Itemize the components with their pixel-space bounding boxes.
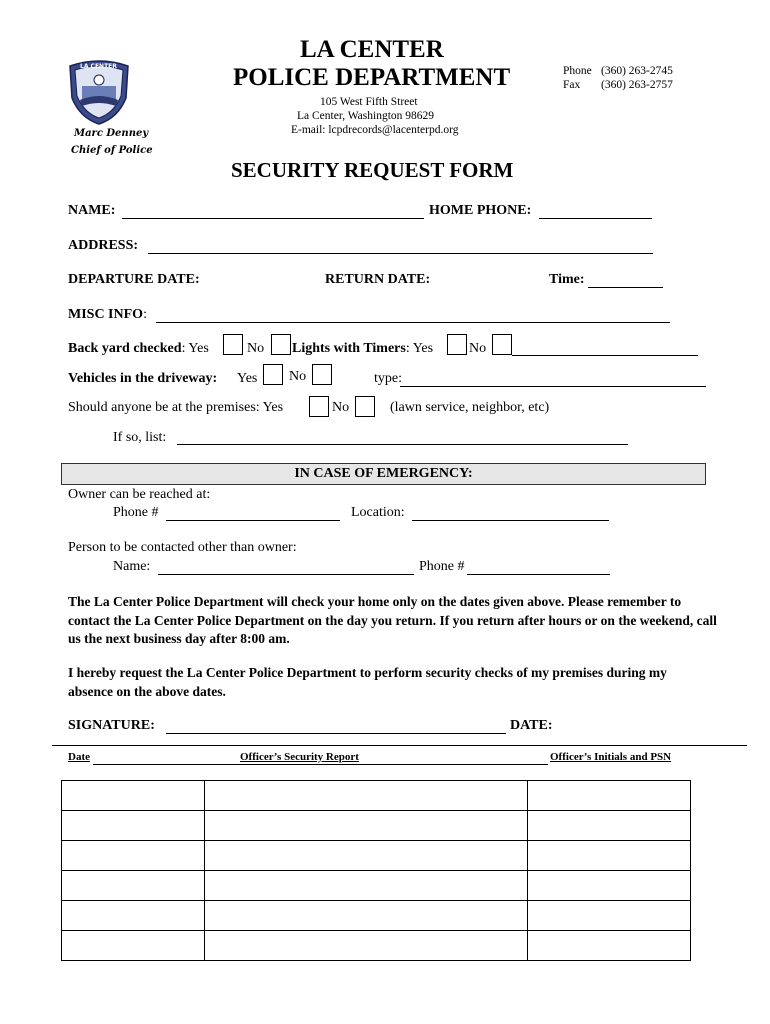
lights-yes-label: : Yes (405, 341, 434, 356)
vehicles-no-label: No (289, 369, 307, 384)
vehicles-yes-checkbox[interactable] (263, 364, 283, 385)
emergency-heading: IN CASE OF EMERGENCY: (61, 463, 706, 485)
report-col-initials: Officer’s Initials and PSN (550, 751, 672, 763)
report-header-underline (93, 764, 548, 765)
table-row (62, 871, 691, 901)
report-initials-cell[interactable] (528, 811, 691, 841)
org-name-line2: POLICE DEPARTMENT (233, 64, 511, 91)
department-seal (66, 56, 132, 126)
contact-name-field[interactable] (158, 574, 414, 575)
premises-note: (lawn service, neighbor, etc) (390, 400, 550, 415)
report-date-cell[interactable] (62, 931, 205, 961)
signature-date-label: DATE: (510, 718, 553, 733)
backyard-no-label: No (247, 341, 265, 356)
vehicles-no-checkbox[interactable] (312, 364, 332, 385)
lights-row (292, 341, 433, 357)
security-report-table (61, 780, 691, 961)
home-phone-field[interactable] (539, 218, 652, 219)
report-date-cell[interactable] (62, 781, 205, 811)
report-col-date: Date (68, 751, 90, 763)
misc-info-field[interactable] (156, 322, 670, 323)
if-so-label: If so, list: (113, 430, 167, 445)
notice-paragraph-2: I hereby request the La Center Police Department to perform security checks of my premises during my absence on the above dates. (68, 665, 667, 699)
time-field[interactable] (588, 287, 663, 288)
phone-label: Phone (563, 65, 592, 77)
if-so-field[interactable] (177, 444, 628, 445)
lights-no-label: No (469, 341, 487, 356)
lights-detail-field[interactable] (512, 355, 698, 356)
signature-field[interactable] (166, 733, 506, 734)
report-text-cell[interactable] (205, 931, 528, 961)
premises-yes-checkbox[interactable] (309, 396, 329, 417)
report-text-cell[interactable] (205, 811, 528, 841)
time-label: Time: (549, 272, 585, 287)
name-label: NAME: (68, 203, 116, 218)
backyard-row (68, 341, 209, 357)
table-row (62, 901, 691, 931)
section-divider (52, 745, 747, 746)
table-row (62, 841, 691, 871)
contact-name-label: Name: (113, 559, 151, 574)
other-contact-label: Person to be contacted other than owner: (68, 540, 297, 555)
email-line: E-mail: lcpdrecords@lacenterpd.org (291, 124, 459, 136)
report-text-cell[interactable] (205, 871, 528, 901)
backyard-yes-checkbox[interactable] (223, 334, 243, 355)
vehicles-label: Vehicles in the driveway: (68, 371, 218, 386)
backyard-yes-label: : Yes (181, 341, 209, 356)
report-date-cell[interactable] (62, 871, 205, 901)
lights-label: Lights with Timers (292, 341, 406, 356)
misc-info-text: MISC INFO (68, 307, 144, 322)
lights-no-checkbox[interactable] (492, 334, 512, 355)
chief-name: Marc Denney (74, 128, 149, 139)
report-date-cell[interactable] (62, 811, 205, 841)
table-row (62, 931, 691, 961)
fax-label: Fax (563, 79, 581, 91)
report-initials-cell[interactable] (528, 841, 691, 871)
owner-phone-field[interactable] (166, 520, 340, 521)
backyard-no-checkbox[interactable] (271, 334, 291, 355)
departure-date-label: DEPARTURE DATE: (68, 272, 200, 287)
report-initials-cell[interactable] (528, 781, 691, 811)
table-row (62, 811, 691, 841)
seal-text: LA CENTER (80, 63, 117, 70)
name-field[interactable] (122, 218, 424, 219)
contact-phone-field[interactable] (467, 574, 610, 575)
owner-reached-label: Owner can be reached at: (68, 487, 211, 502)
signature-label: SIGNATURE: (68, 718, 155, 733)
premises-label: Should anyone be at the premises: Yes (68, 400, 284, 415)
report-initials-cell[interactable] (528, 901, 691, 931)
report-text-cell[interactable] (205, 781, 528, 811)
report-initials-cell[interactable] (528, 931, 691, 961)
org-name-line1: LA CENTER (300, 36, 444, 63)
report-date-cell[interactable] (62, 901, 205, 931)
owner-location-field[interactable] (412, 520, 609, 521)
fax-value: (360) 263-2757 (601, 79, 673, 91)
vehicles-yes-label: Yes (237, 371, 258, 386)
report-initials-cell[interactable] (528, 871, 691, 901)
report-col-security-report: Officer’s Security Report (240, 751, 359, 763)
report-date-cell[interactable] (62, 841, 205, 871)
misc-info-label (68, 307, 147, 323)
vehicle-type-field[interactable] (400, 386, 706, 387)
report-text-cell[interactable] (205, 901, 528, 931)
form-title: SECURITY REQUEST FORM (231, 158, 514, 182)
chief-title: Chief of Police (71, 145, 153, 156)
return-date-label: RETURN DATE: (325, 272, 431, 287)
owner-location-label: Location: (351, 505, 405, 520)
phone-value: (360) 263-2745 (601, 65, 673, 77)
home-phone-label: HOME PHONE: (429, 203, 532, 218)
notice-paragraph-1: The La Center Police Department will check your home only on the dates given above. Please remember to contact the La Center Police Department on the day you return. If you return after hours or on the weekend, call us the next business day after 8:00 am. (68, 594, 717, 646)
backyard-label: Back yard checked (68, 341, 182, 356)
contact-phone-label: Phone # (419, 559, 465, 574)
premises-no-label: No (332, 400, 350, 415)
address-field[interactable] (148, 253, 653, 254)
report-text-cell[interactable] (205, 841, 528, 871)
premises-no-checkbox[interactable] (355, 396, 375, 417)
table-row (62, 781, 691, 811)
lights-yes-checkbox[interactable] (447, 334, 467, 355)
address-city: La Center, Washington 98629 (297, 110, 435, 122)
owner-phone-label: Phone # (113, 505, 159, 520)
address-label: ADDRESS: (68, 238, 139, 253)
misc-info-colon: : (143, 307, 147, 322)
vehicle-type-label: type: (374, 371, 402, 386)
address-street: 105 West Fifth Street (320, 96, 418, 108)
